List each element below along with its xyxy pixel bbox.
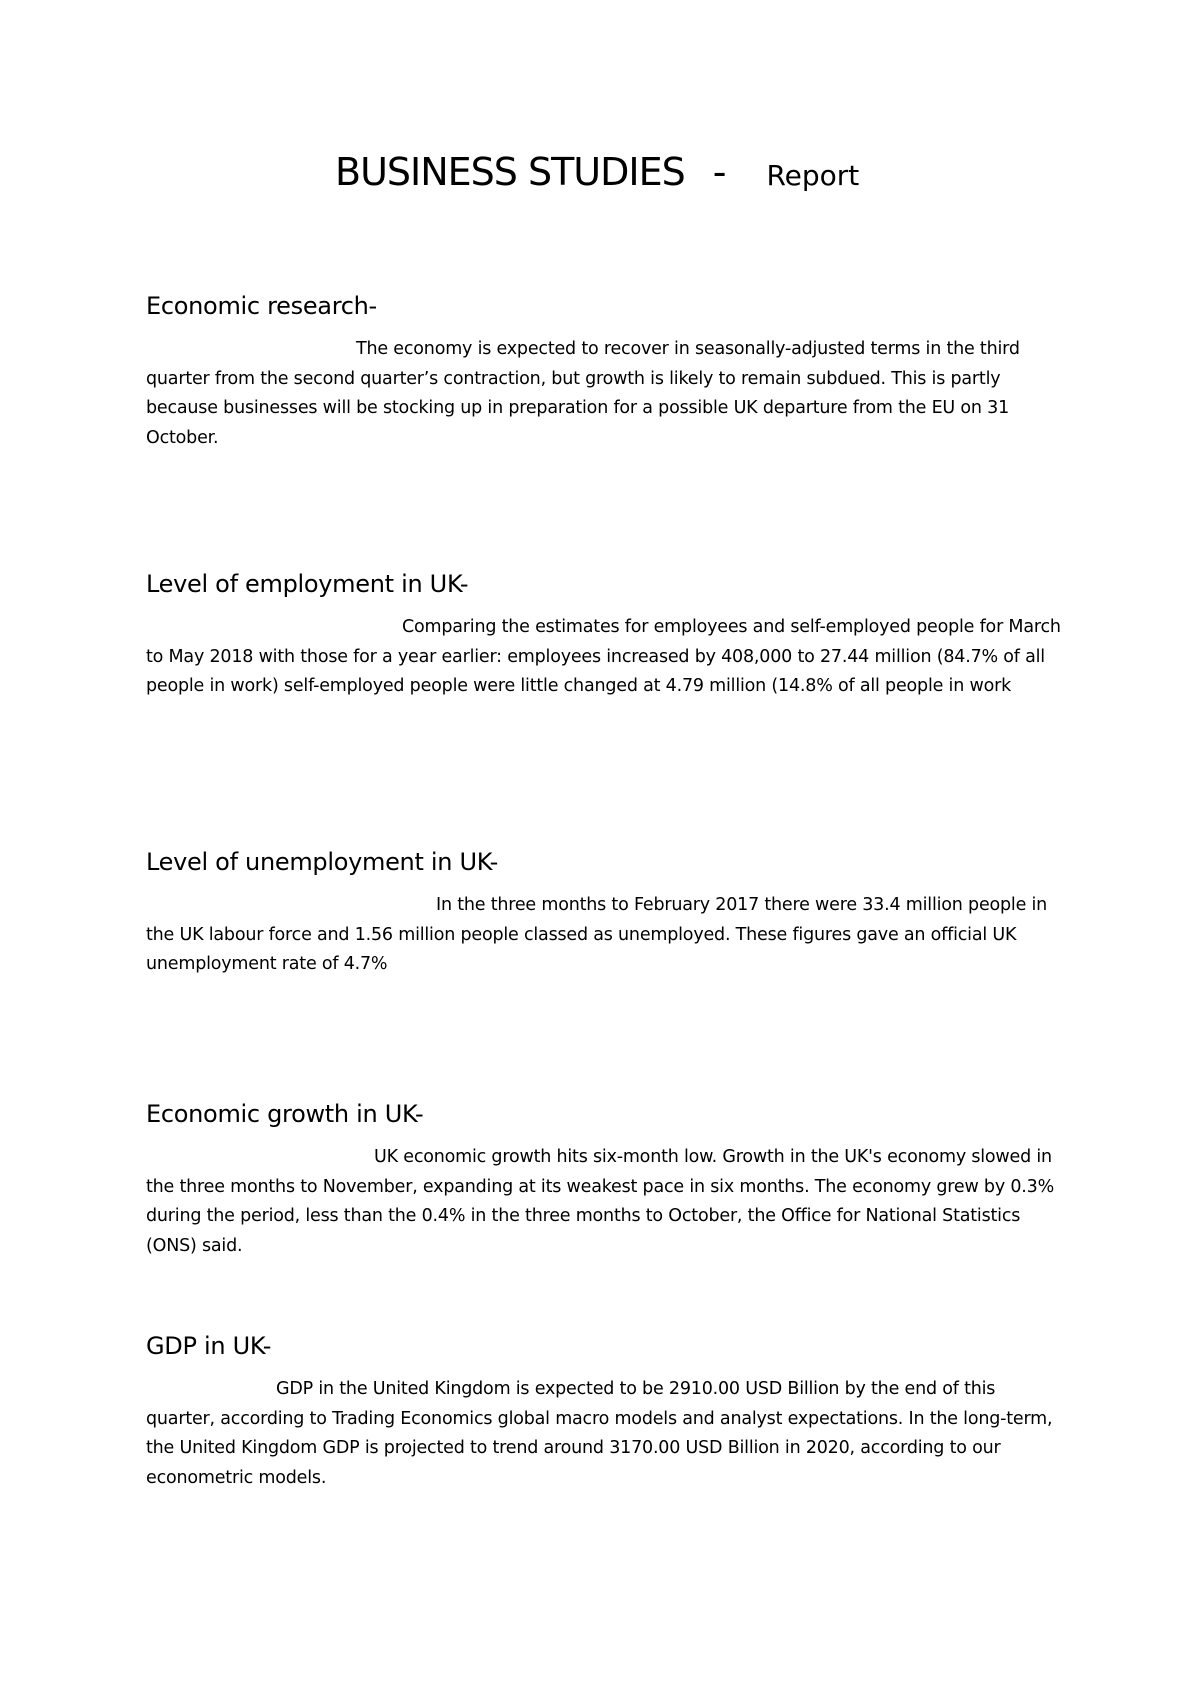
section-heading: Economic growth in UK-	[146, 1100, 424, 1128]
document-title	[335, 150, 859, 194]
section-heading: GDP in UK-	[146, 1332, 272, 1360]
section-gdp	[146, 1332, 1066, 1493]
section-body: Comparing the estimates for employees and self-employed people for March to May 2018 with those for a year earlier: employees increased by 408,000 to 27.44 million (84.7% of all people in work) self-employed people were little changed at 4.79 million (14.8% of all people in work	[146, 617, 1061, 696]
section-body: GDP in the United Kingdom is expected to be 2910.00 USD Billion by the end of this quarter, according to Trading Economics global macro models and analyst expectations. In the long-term, the United Kingdom GDP is projected to trend around 3170.00 USD Billion in 2020, according to our econometric models.	[146, 1379, 1053, 1488]
section-heading: Level of unemployment in UK-	[146, 848, 499, 876]
section-economic-research	[146, 292, 1066, 453]
title-separator: -	[712, 150, 727, 194]
section-body: The economy is expected to recover in seasonally-adjusted terms in the third quarter from the second quarter’s contraction, but growth is likely to remain subdued. This is partly because businesses will be stocking up in preparation for a possible UK departure from the EU on 31 October.	[146, 339, 1020, 448]
section-body: In the three months to February 2017 there were 33.4 million people in the UK labour force and 1.56 million people classed as unemployed. These figures gave an official UK unemployment rate of 4.7%	[146, 895, 1048, 974]
section-employment	[146, 570, 1066, 702]
section-unemployment	[146, 848, 1066, 980]
section-economic-growth	[146, 1100, 1066, 1261]
title-text: BUSINESS STUDIES	[335, 150, 685, 194]
section-heading: Level of employment in UK-	[146, 570, 469, 598]
section-heading: Economic research-	[146, 292, 377, 320]
section-body: UK economic growth hits six-month low. Growth in the UK's economy slowed in the three months to November, expanding at its weakest pace in six months. The economy grew by 0.3% during the period, less than the 0.4% in the three months to October, the Office for National Statistics (ONS) said.	[146, 1147, 1055, 1256]
title-subtitle: Report	[766, 159, 860, 192]
